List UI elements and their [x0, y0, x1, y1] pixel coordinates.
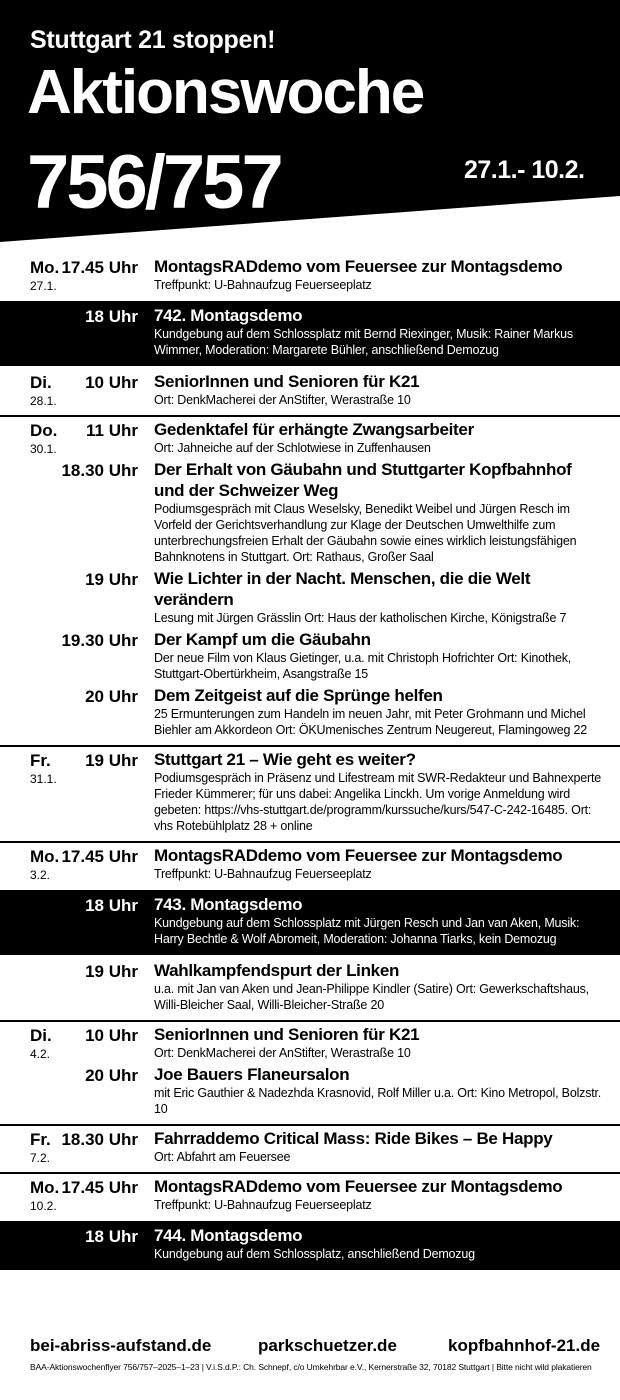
event-description: Kundgebung auf dem Schlossplatz, anschließend Demozug: [154, 1247, 475, 1261]
footer: [0, 1332, 620, 1372]
event-day: Di.: [30, 1026, 52, 1045]
link-kopfbahnhof-21[interactable]: kopfbahnhof-21.de: [448, 1336, 601, 1355]
event-description: Podiumsgespräch mit Claus Weselsky, Benedikt Weibel und Jürgen Resch im Vorfeld der Gerichtsverhandlung zur Klage der Deutschen Umwelthilfe zum unterbrechungsfreien Erhalt der Gäubahn sowie eines wirklich leistungsfähigen Bahnknotens in Stuttgart. Ort: Rathaus, Großer Saal: [154, 502, 577, 564]
event-description: Ort: Abfahrt am Feuersee: [154, 1150, 291, 1164]
link-bei-abriss-aufstand[interactable]: bei-abriss-aufstand.de: [30, 1336, 212, 1355]
event-date: 28.1.: [30, 394, 57, 408]
event-title: Stuttgart 21 – Wie geht es weiter?: [154, 750, 416, 769]
event-entry: [0, 890, 620, 955]
event-date: 7.2.: [30, 1151, 51, 1165]
event-time: 18.30 Uhr: [61, 461, 138, 480]
event-title: SeniorInnen und Senioren für K21: [154, 1025, 420, 1044]
event-day: Mo.: [30, 1178, 60, 1197]
event-date: 30.1.: [30, 442, 57, 456]
event-day: Mo.: [30, 258, 60, 277]
event-entry: [0, 415, 620, 459]
event-date: 4.2.: [30, 1047, 51, 1061]
event-title: Der Erhalt von Gäubahn und Stuttgarter Kopfbahnhof und der Schweizer Weg: [154, 460, 572, 500]
header-banner: [0, 0, 620, 242]
event-time: 18 Uhr: [85, 1227, 138, 1246]
event-time: 17.45 Uhr: [61, 847, 138, 866]
event-title: Dem Zeitgeist auf die Sprünge helfen: [154, 686, 443, 705]
event-title: Fahrraddemo Critical Mass: Ride Bikes – Be Happy: [154, 1129, 553, 1148]
event-title: MontagsRADdemo vom Feuersee zur Montagsdemo: [154, 257, 563, 276]
event-description: mit Eric Gauthier & Nadezhda Krasnovid, Rolf Miller u.a. Ort: Kino Metropol, Bolzstr. 10: [154, 1086, 602, 1116]
event-entry: [0, 568, 620, 629]
event-entry: [0, 1124, 620, 1168]
event-description: u.a. mit Jan van Aken und Jean-Philippe Kindler (Satire) Ort: Gewerkschaftshaus, Willi-Bleicher Saal, Willi-Bleicher-Straße 20: [154, 982, 589, 1012]
event-day: Fr.: [30, 1130, 51, 1149]
event-entry: [0, 1064, 620, 1120]
event-description: Podiumsgespräch in Präsenz und Lifestream mit SWR-Redakteur und Bahnexperte Frieder Kümmerer; für uns dabei: Angelika Linckh. Um vorige Anmeldung wird gebeten: https://vhs-stuttgart.de/programm/kurssuche/kurs/547-C-242-16485. Ort: vhs Rotebühlplatz 28 + online: [154, 771, 602, 833]
event-entry: [0, 371, 620, 411]
event-time: 19 Uhr: [85, 962, 138, 981]
event-time: 11 Uhr: [86, 421, 138, 440]
event-day: Mo.: [30, 847, 60, 866]
event-day: Fr.: [30, 751, 51, 770]
event-description: Der neue Film von Klaus Gietinger, u.a. mit Christoph Hofrichter Ort: Kinothek, Stuttgart-Obertürkheim, Asangstraße 15: [154, 651, 572, 681]
event-title: MontagsRADdemo vom Feuersee zur Montagsdemo: [154, 846, 563, 865]
website-links: [0, 1332, 620, 1358]
event-entry: [0, 301, 620, 366]
event-title: Wie Lichter in der Nacht. Menschen, die die Welt verändern: [154, 569, 531, 609]
event-time: 20 Uhr: [85, 687, 138, 706]
event-description: Kundgebung auf dem Schlossplatz mit Bernd Riexinger, Musik: Rainer Markus Wimmer, Moderation: Margarete Bühler, anschließend Demozug: [154, 327, 573, 357]
event-date: 31.1.: [30, 772, 57, 786]
event-entry: [0, 685, 620, 741]
event-description: Treffpunkt: U-Bahnaufzug Feuerseeplatz: [154, 278, 372, 292]
event-time: 18.30 Uhr: [61, 1130, 138, 1149]
event-entry: [0, 256, 620, 296]
event-entry: [0, 1020, 620, 1064]
event-entry: [0, 1221, 620, 1270]
event-title: Der Kampf um die Gäubahn: [154, 630, 371, 649]
event-title: Joe Bauers Flaneursalon: [154, 1065, 350, 1084]
event-list: [0, 256, 620, 1275]
event-time: 10 Uhr: [85, 373, 138, 392]
event-day: Di.: [30, 373, 52, 392]
event-description: Kundgebung auf dem Schlossplatz mit Jürgen Resch und Jan van Aken, Musik: Harry Bechtle & Wolf Abromeit, Moderation: Johanna Tiarks, kein Demozug: [154, 916, 580, 946]
event-description: Treffpunkt: U-Bahnaufzug Feuerseeplatz: [154, 1198, 372, 1212]
imprint: BAA-Aktionswochenflyer 756/757–2025–1–23 | V.i.S.d.P.: Ch. Schnepf, c/o Umkehrbar e.V., Kernerstraße 32, 70182 Stuttgart | Bitte nicht wild plakatieren: [30, 1362, 592, 1372]
event-date: 10.2.: [30, 1199, 57, 1213]
event-description: Ort: DenkMacherei der AnStifter, Werastraße 10: [154, 1046, 411, 1060]
event-title: 743. Montagsdemo: [154, 895, 303, 914]
event-description: Treffpunkt: U-Bahnaufzug Feuerseeplatz: [154, 867, 372, 881]
event-description: 25 Ermunterungen zum Handeln im neuen Jahr, mit Peter Grohmann und Michel Biehler am Akkordeon Ort: ÖKUmenisches Zentrum Neugereut, Flamingoweg 22: [154, 707, 588, 737]
event-entry: [0, 960, 620, 1016]
event-day: Do.: [30, 421, 58, 440]
event-title: Gedenktafel für erhängte Zwangsarbeiter: [154, 420, 474, 439]
event-time: 19 Uhr: [85, 570, 138, 589]
event-time: 17.45 Uhr: [61, 258, 138, 277]
event-description: Ort: DenkMacherei der AnStifter, Werastraße 10: [154, 393, 411, 407]
date-range: 27.1.- 10.2.: [464, 156, 585, 184]
event-date: 27.1.: [30, 279, 57, 293]
event-time: 10 Uhr: [85, 1026, 138, 1045]
event-date: 3.2.: [30, 868, 51, 882]
event-time: 18 Uhr: [85, 307, 138, 326]
link-parkschuetzer[interactable]: parkschuetzer.de: [258, 1336, 397, 1355]
event-title: 742. Montagsdemo: [154, 306, 303, 325]
event-title: 744. Montagsdemo: [154, 1226, 303, 1245]
event-entry: [0, 841, 620, 885]
event-time: 20 Uhr: [85, 1066, 138, 1085]
event-time: 19.30 Uhr: [61, 631, 138, 650]
event-title: SeniorInnen und Senioren für K21: [154, 372, 420, 391]
event-time: 18 Uhr: [85, 896, 138, 915]
event-time: 19 Uhr: [85, 751, 138, 770]
page-title: Aktionswoche: [27, 58, 424, 127]
event-description: Ort: Jahneiche auf der Schlotwiese in Zuffenhausen: [154, 441, 431, 455]
event-description: Lesung mit Jürgen Grässlin Ort: Haus der katholischen Kirche, Königstraße 7: [154, 611, 567, 625]
event-entry: [0, 629, 620, 685]
event-title: MontagsRADdemo vom Feuersee zur Montagsdemo: [154, 1177, 563, 1196]
event-entry: [0, 745, 620, 837]
event-title: Wahlkampfendspurt der Linken: [154, 961, 400, 980]
event-time: 17.45 Uhr: [61, 1178, 138, 1197]
edition-number: 756/757: [27, 140, 281, 225]
event-entry: [0, 1172, 620, 1216]
kicker: Stuttgart 21 stoppen!: [30, 26, 276, 54]
event-entry: [0, 459, 620, 568]
